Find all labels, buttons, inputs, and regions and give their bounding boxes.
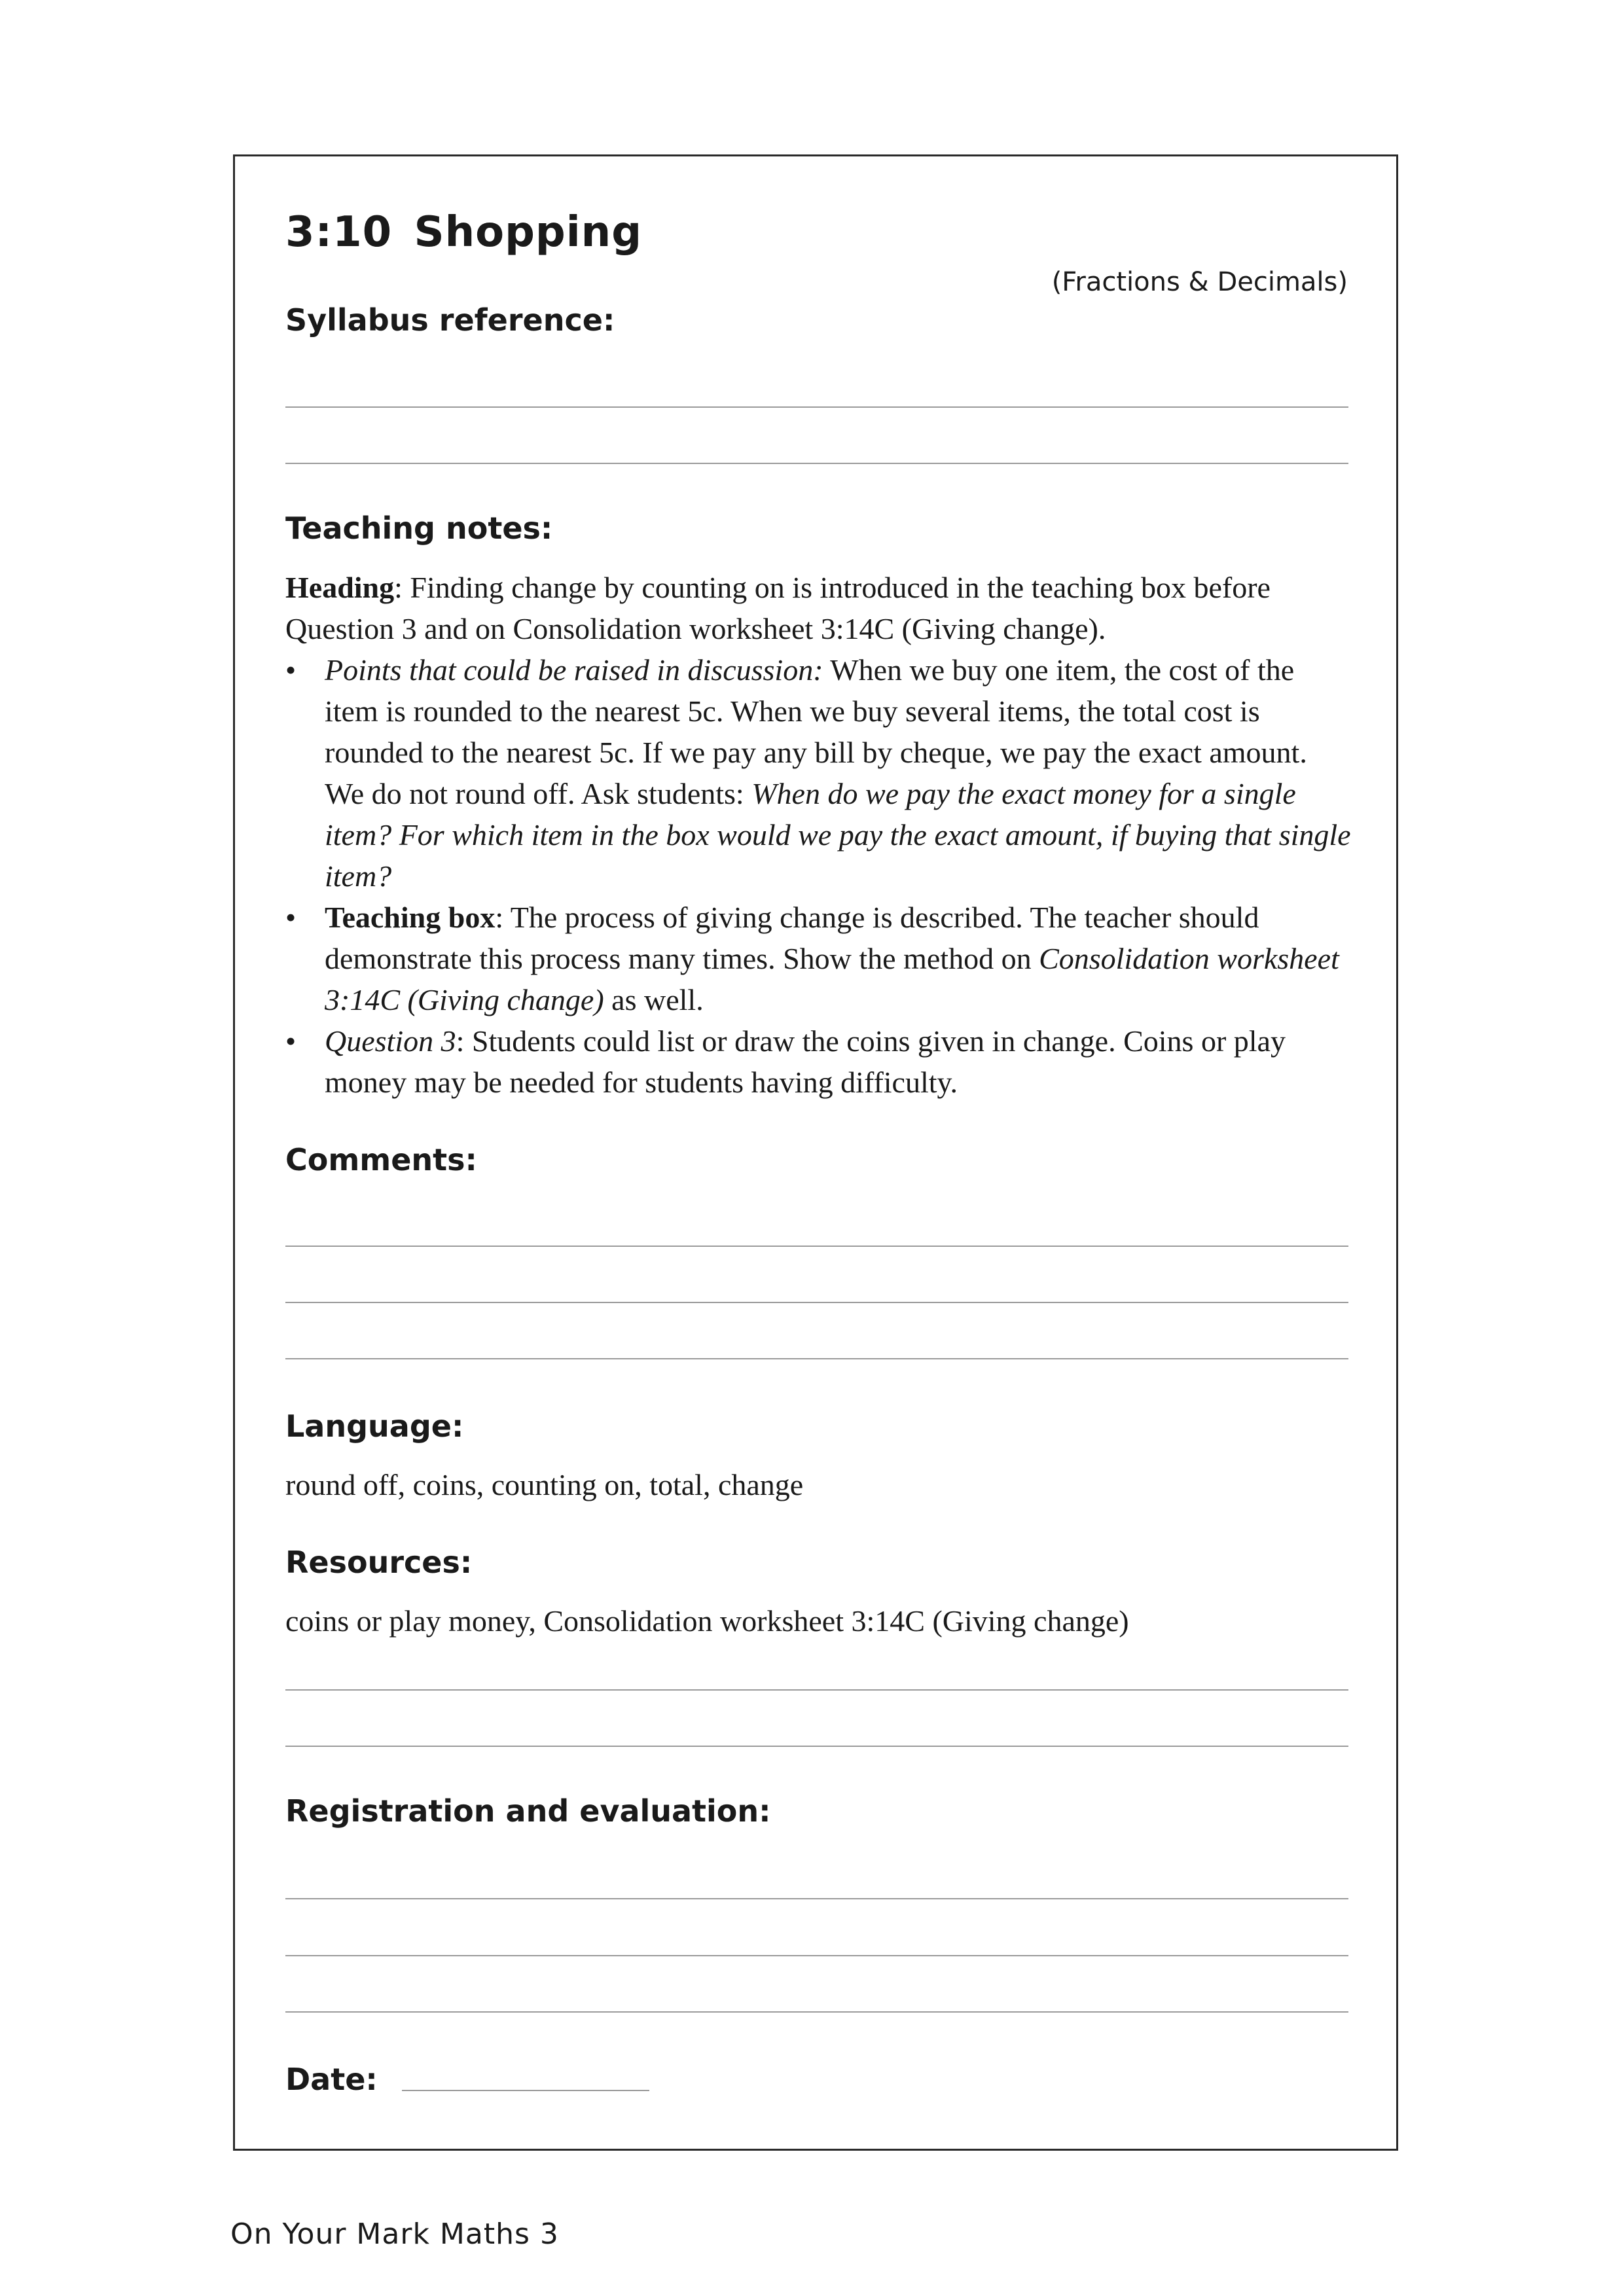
syllabus-heading: Syllabus reference:	[285, 302, 615, 338]
registration-line-3	[285, 2011, 1348, 2013]
registration-line-2	[285, 1955, 1348, 1956]
footer-book-title: On Your Mark Maths 3	[230, 2217, 559, 2251]
registration-heading: Registration and evaluation:	[285, 1793, 771, 1829]
language-heading: Language:	[285, 1408, 464, 1444]
resources-heading: Resources:	[285, 1545, 473, 1580]
list-item	[285, 649, 1352, 897]
notes-bullet-list	[285, 649, 1352, 1103]
comments-line-1	[285, 1246, 1348, 1247]
syllabus-line-1	[285, 406, 1348, 408]
notes-b2-italic: Consolidation worksheet 3:14C (Giving change)	[325, 942, 1339, 1016]
comments-line-2	[285, 1302, 1348, 1303]
resources-line-1	[285, 1689, 1348, 1691]
notes-b2-text2: as well.	[604, 983, 704, 1016]
comments-heading: Comments:	[285, 1142, 477, 1177]
teaching-notes-heading: Teaching notes:	[285, 511, 553, 546]
teaching-notes-body	[285, 567, 1352, 1103]
notes-b1-italic: Points that could be raised in discussion:	[325, 653, 823, 687]
page-title: 3:10 Shopping	[285, 208, 643, 257]
resources-text: coins or play money, Consolidation worksheet 3:14C (Giving change)	[285, 1604, 1129, 1638]
bullet-icon: •	[285, 901, 297, 934]
language-text: round off, coins, counting on, total, change	[285, 1468, 804, 1501]
bullet-icon: •	[285, 653, 297, 687]
date-label: Date:	[285, 2062, 378, 2097]
list-item	[285, 1020, 1352, 1103]
topic-label: (Fractions & Decimals)	[1051, 267, 1348, 297]
notes-b1-text: When we buy one item, the cost of the item is rounded to the nearest 5c. When we buy several items, the total cost is rounded to the nearest 5c. If we pay any bill by cheque, we pay the exact amount. We do not round off. Ask students:	[325, 653, 1307, 810]
notes-b3-text: : Students could list or draw the coins given in change. Coins or play money may be needed for students having difficulty.	[325, 1024, 1286, 1099]
notes-intro-text: : Finding change by counting on is introduced in the teaching box before Question 3 and on Consolidation worksheet 3:14C (Giving change).	[285, 571, 1271, 645]
bullet-icon: •	[285, 1024, 297, 1058]
notes-b3-italic: Question 3	[325, 1024, 456, 1058]
list-item	[285, 897, 1352, 1020]
resources-line-2	[285, 1746, 1348, 1747]
notes-b2-bold: Teaching box	[325, 901, 496, 934]
notes-intro	[285, 567, 1352, 649]
notes-b1-italic2: When do we pay the exact money for a single item? For which item in the box would we pay the exact amount, if buying that single item?	[325, 777, 1351, 893]
notes-b2-text: : The process of giving change is described. The teacher should demonstrate this process many times. Show the method on	[325, 901, 1259, 975]
comments-line-3	[285, 1358, 1348, 1359]
registration-line-1	[285, 1898, 1348, 1899]
syllabus-line-2	[285, 463, 1348, 464]
date-line	[402, 2090, 649, 2091]
notes-intro-bold: Heading	[285, 571, 395, 604]
